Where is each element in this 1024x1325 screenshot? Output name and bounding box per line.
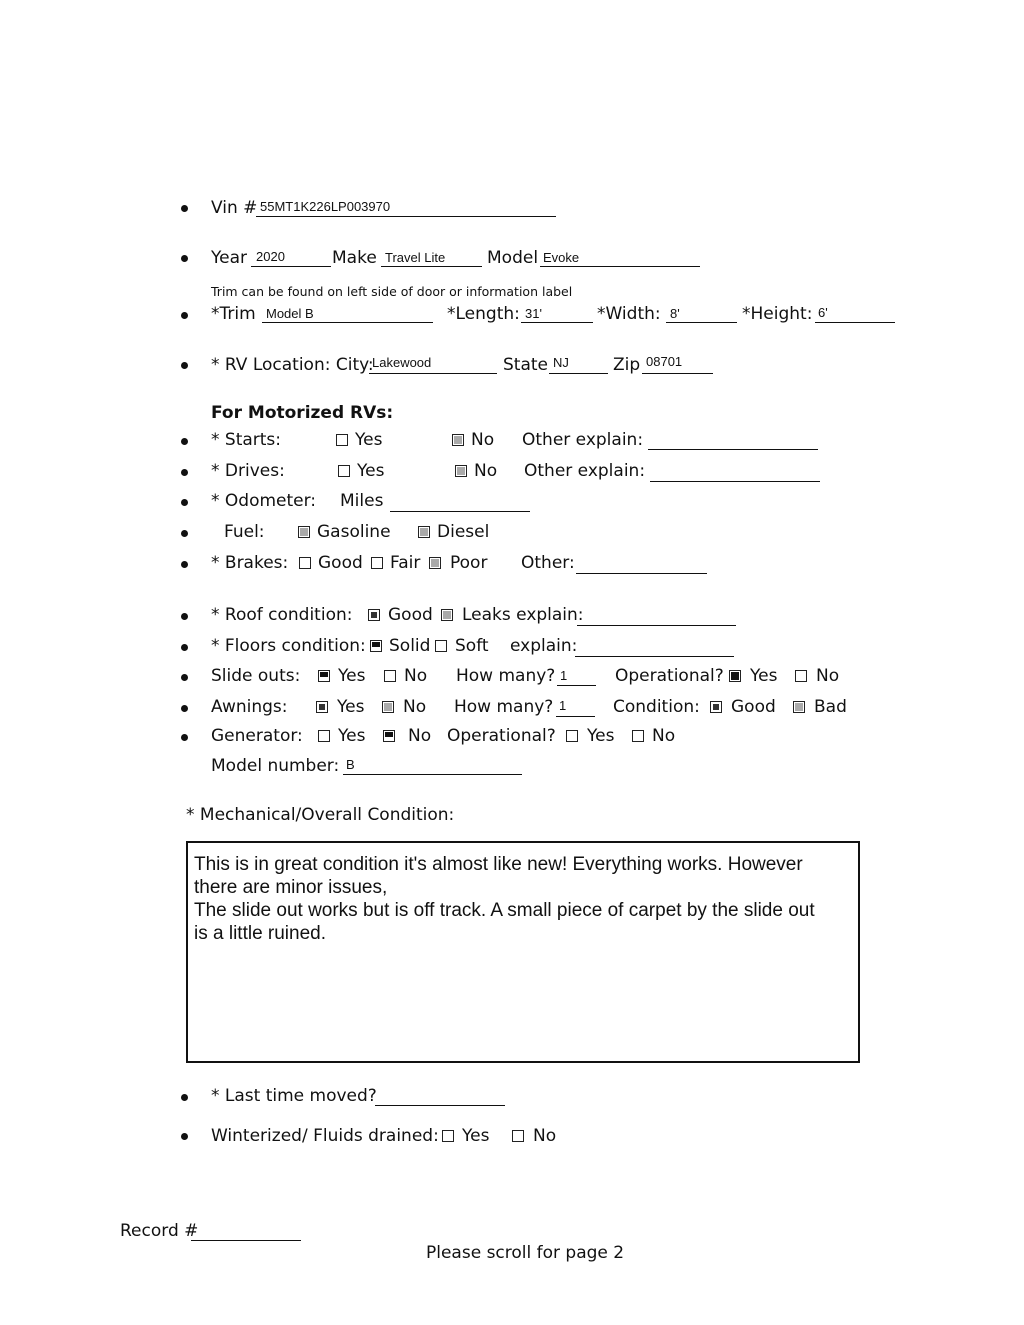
vin-value[interactable]: 55MT1K226LP003970 xyxy=(260,199,391,214)
awnings-label: Awnings: xyxy=(211,697,288,717)
generator-no-label: No xyxy=(408,726,432,746)
generator-op-no-label: No xyxy=(652,726,676,746)
drives-other-label: Other explain: xyxy=(524,461,646,481)
length-value[interactable]: 31' xyxy=(525,306,542,321)
make-field-line xyxy=(381,266,482,267)
fuel-diesel-label: Diesel xyxy=(437,522,490,542)
city-value[interactable]: Lakewood xyxy=(372,355,432,370)
mechanical-line: there are minor issues, xyxy=(194,877,388,898)
bullet xyxy=(181,644,188,651)
vin-field-line xyxy=(256,216,556,217)
bullet xyxy=(181,561,188,568)
mechanical-label: * Mechanical/Overall Condition: xyxy=(186,805,455,825)
generator-label: Generator: xyxy=(211,726,303,746)
generator-op-yes-label: Yes xyxy=(587,726,615,746)
make-label: Make xyxy=(332,248,377,268)
trim-field-line xyxy=(262,322,433,323)
brakes-label: * Brakes: xyxy=(211,553,289,573)
slideouts-operational-label: Operational? xyxy=(615,666,724,686)
footer-note: Please scroll for page 2 xyxy=(426,1243,625,1263)
city-field-line xyxy=(369,373,497,374)
fuel-diesel-checkbox[interactable] xyxy=(418,526,430,538)
roof-leaks-label: Leaks explain: xyxy=(462,605,584,625)
awnings-good-checkbox[interactable] xyxy=(710,701,722,713)
slideouts-op-no-label: No xyxy=(816,666,840,686)
slideouts-no-label: No xyxy=(404,666,428,686)
slideouts-no-checkbox[interactable] xyxy=(384,670,396,682)
zip-value[interactable]: 08701 xyxy=(646,354,683,369)
last-moved-line xyxy=(375,1105,505,1106)
bullet xyxy=(181,255,188,262)
floors-solid-checkbox[interactable] xyxy=(370,640,382,652)
model-field-line xyxy=(540,266,700,267)
slideouts-yes-checkbox[interactable] xyxy=(318,670,330,682)
brakes-other-label: Other: xyxy=(521,553,575,573)
brakes-poor-checkbox[interactable] xyxy=(429,557,441,569)
awnings-no-checkbox[interactable] xyxy=(382,701,394,713)
miles-line xyxy=(390,511,530,512)
brakes-fair-checkbox[interactable] xyxy=(371,557,383,569)
brakes-fair-label: Fair xyxy=(390,553,421,573)
drives-yes-checkbox[interactable] xyxy=(338,465,350,477)
floors-soft-checkbox[interactable] xyxy=(435,640,447,652)
motorized-heading: For Motorized RVs: xyxy=(211,403,394,423)
make-value[interactable]: Travel Lite xyxy=(385,250,446,265)
awnings-bad-label: Bad xyxy=(814,697,847,717)
starts-other-label: Other explain: xyxy=(522,430,644,450)
miles-label: Miles xyxy=(340,491,384,511)
width-label: *Width: xyxy=(597,304,661,324)
slideouts-howmany-label: How many? xyxy=(456,666,556,686)
winterized-no-label: No xyxy=(533,1126,557,1146)
winterized-no-checkbox[interactable] xyxy=(512,1130,524,1142)
starts-yes-label: Yes xyxy=(355,430,383,450)
model-label: Model xyxy=(487,248,539,268)
slideouts-op-yes-checkbox[interactable] xyxy=(729,670,741,682)
bullet xyxy=(181,613,188,620)
length-label: *Length: xyxy=(447,304,520,324)
bullet xyxy=(181,205,188,212)
fuel-gasoline-checkbox[interactable] xyxy=(298,526,310,538)
fuel-gasoline-label: Gasoline xyxy=(317,522,391,542)
location-label: * RV Location: City: xyxy=(211,355,374,375)
drives-label: * Drives: xyxy=(211,461,285,481)
bullet xyxy=(181,362,188,369)
mechanical-line: This is in great condition it's almost like new! Everything works. However xyxy=(194,854,803,875)
record-label: Record # xyxy=(120,1221,199,1241)
winterized-yes-checkbox[interactable] xyxy=(442,1130,454,1142)
fuel-label: Fuel: xyxy=(224,522,265,542)
bullet xyxy=(181,734,188,741)
slideouts-op-no-checkbox[interactable] xyxy=(795,670,807,682)
generator-yes-label: Yes xyxy=(338,726,366,746)
starts-yes-checkbox[interactable] xyxy=(336,434,348,446)
height-value[interactable]: 6' xyxy=(818,305,828,320)
year-label: Year xyxy=(211,248,247,268)
brakes-good-label: Good xyxy=(318,553,363,573)
zip-label: Zip xyxy=(613,355,641,375)
bullet xyxy=(181,530,188,537)
generator-model-value[interactable]: B xyxy=(346,757,355,772)
mechanical-textarea[interactable] xyxy=(186,841,860,1063)
width-value[interactable]: 8' xyxy=(670,306,680,321)
floors-soft-label: Soft xyxy=(455,636,489,656)
generator-op-no-checkbox[interactable] xyxy=(632,730,644,742)
trim-label: *Trim xyxy=(211,304,256,324)
vin-label: Vin # xyxy=(211,198,258,218)
bullet xyxy=(181,499,188,506)
awnings-yes-label: Yes xyxy=(337,697,365,717)
starts-other-line xyxy=(648,449,818,450)
state-value[interactable]: NJ xyxy=(553,355,569,370)
trim-note: Trim can be found on left side of door or information label xyxy=(211,284,573,299)
slideouts-count-line xyxy=(557,685,596,686)
roof-label: * Roof condition: xyxy=(211,605,353,625)
bullet xyxy=(181,438,188,445)
floors-solid-label: Solid xyxy=(389,636,431,656)
width-field-line xyxy=(666,322,737,323)
mechanical-line: is a little ruined. xyxy=(194,923,327,944)
generator-no-checkbox[interactable] xyxy=(383,730,395,742)
generator-model-line xyxy=(343,774,522,775)
length-field-line xyxy=(521,322,593,323)
zip-field-line xyxy=(642,373,713,374)
trim-value[interactable]: Model B xyxy=(266,306,314,321)
odometer-label: * Odometer: xyxy=(211,491,317,511)
generator-model-label: Model number: xyxy=(211,756,340,776)
roof-leaks-line xyxy=(577,625,736,626)
year-field-line xyxy=(251,266,331,267)
roof-good-checkbox[interactable] xyxy=(368,609,380,621)
bullet xyxy=(181,1133,188,1140)
awnings-howmany-label: How many? xyxy=(454,697,554,717)
floors-explain-label: explain: xyxy=(510,636,578,656)
floors-explain-line xyxy=(575,656,734,657)
brakes-poor-label: Poor xyxy=(450,553,488,573)
drives-no-label: No xyxy=(474,461,498,481)
generator-operational-label: Operational? xyxy=(447,726,556,746)
generator-op-yes-checkbox[interactable] xyxy=(566,730,578,742)
awnings-yes-checkbox[interactable] xyxy=(316,701,328,713)
slideouts-count-value[interactable]: 1 xyxy=(560,668,568,683)
state-field-line xyxy=(549,373,608,374)
height-label: *Height: xyxy=(742,304,813,324)
height-field-line xyxy=(815,322,895,323)
model-value[interactable]: Evoke xyxy=(543,250,580,265)
drives-yes-label: Yes xyxy=(357,461,385,481)
floors-label: * Floors condition: xyxy=(211,636,366,656)
bullet xyxy=(181,469,188,476)
awnings-good-label: Good xyxy=(731,697,776,717)
drives-other-line xyxy=(650,481,820,482)
roof-leaks-checkbox[interactable] xyxy=(441,609,453,621)
starts-label: * Starts: xyxy=(211,430,282,450)
awnings-no-label: No xyxy=(403,697,427,717)
bullet xyxy=(181,1094,188,1101)
awnings-count-value[interactable]: 1 xyxy=(559,698,567,713)
winterized-label: Winterized/ Fluids drained: xyxy=(211,1126,439,1146)
bullet xyxy=(181,674,188,681)
mechanical-line: The slide out works but is off track. A small piece of carpet by the slide out xyxy=(194,900,815,921)
brakes-good-checkbox[interactable] xyxy=(299,557,311,569)
generator-yes-checkbox[interactable] xyxy=(318,730,330,742)
bullet xyxy=(181,312,188,319)
bullet xyxy=(181,705,188,712)
last-moved-label: * Last time moved? xyxy=(211,1086,377,1106)
brakes-other-line xyxy=(576,573,707,574)
slideouts-label: Slide outs: xyxy=(211,666,301,686)
starts-no-label: No xyxy=(471,430,495,450)
starts-no-checkbox[interactable] xyxy=(452,434,464,446)
slideouts-yes-label: Yes xyxy=(338,666,366,686)
awnings-count-line xyxy=(556,716,595,717)
roof-good-label: Good xyxy=(388,605,433,625)
awnings-condition-label: Condition: xyxy=(613,697,700,717)
winterized-yes-label: Yes xyxy=(462,1126,490,1146)
year-value[interactable]: 2020 xyxy=(256,249,285,264)
drives-no-checkbox[interactable] xyxy=(455,465,467,477)
state-label: State xyxy=(503,355,548,375)
awnings-bad-checkbox[interactable] xyxy=(793,701,805,713)
record-line xyxy=(191,1240,301,1241)
slideouts-op-yes-label: Yes xyxy=(750,666,778,686)
